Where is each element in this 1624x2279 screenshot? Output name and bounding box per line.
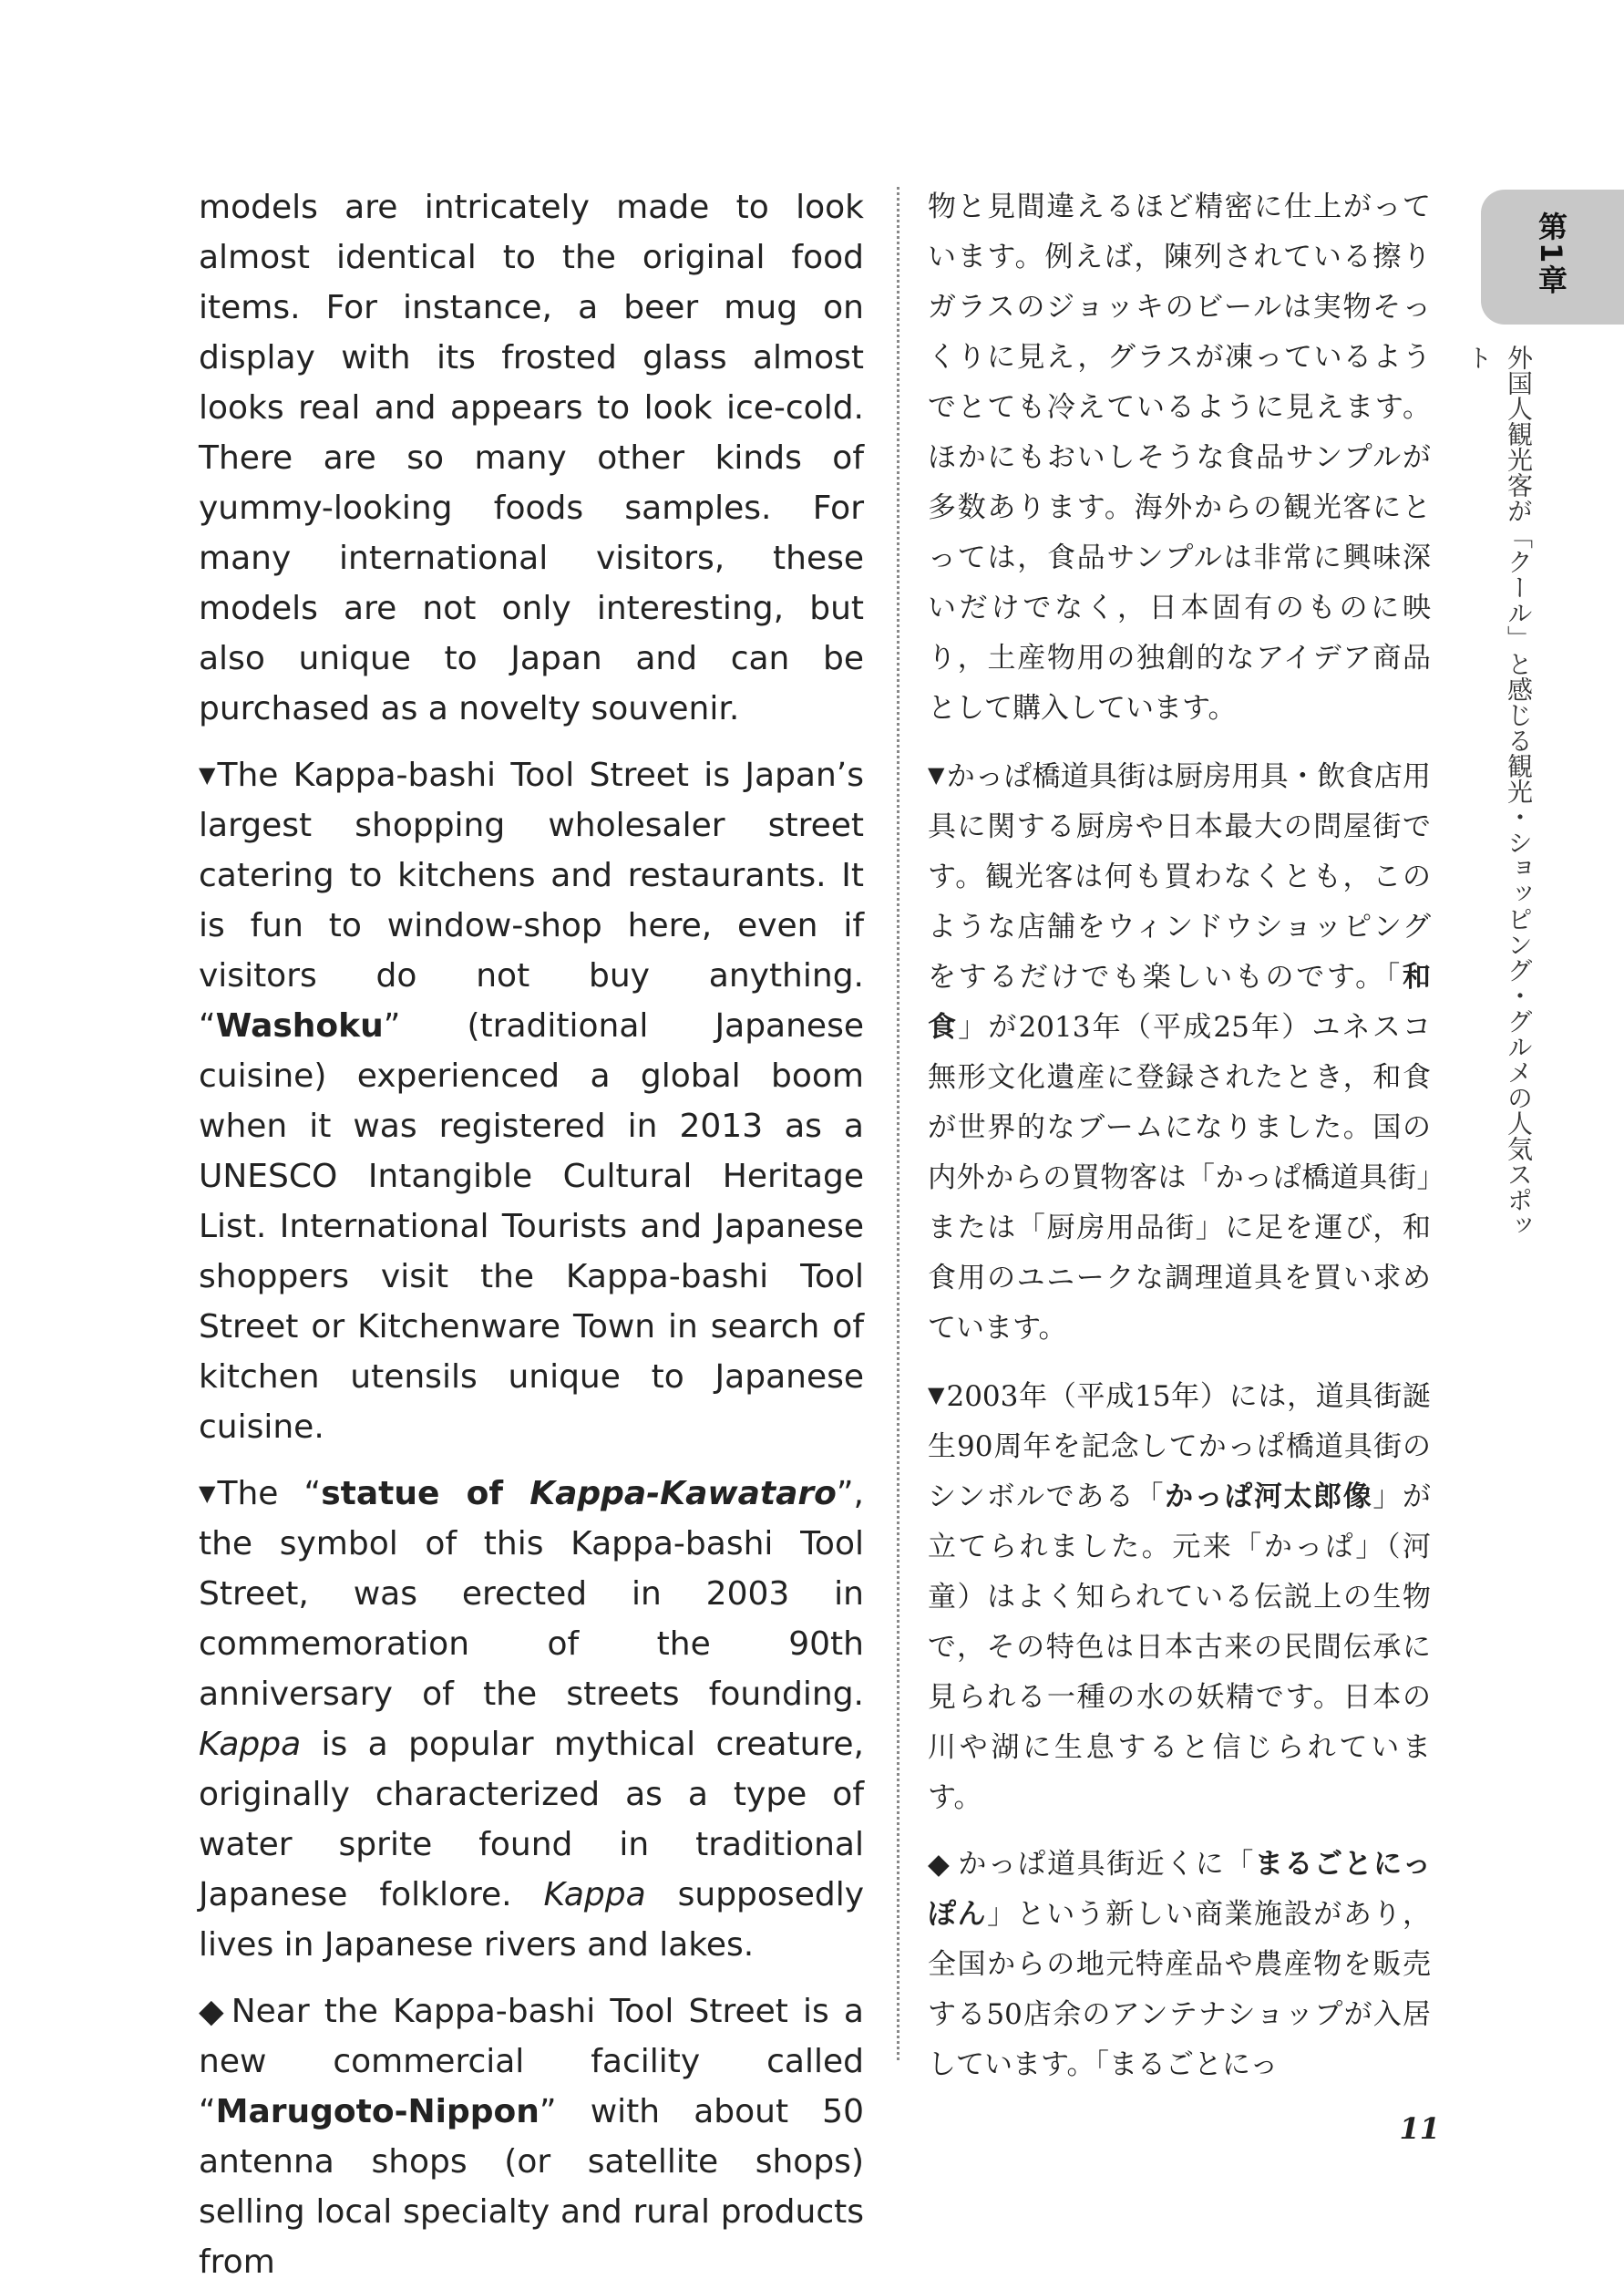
japanese-p2-text-b: 」が2013年（平成25年）ユネスコ無形文化遺産に登録されたとき，和食が世界的なブームになりました。国の内外からの買物客は「かっぱ橋道具街」または「厨房用品街」に足を運び，和食用のユニークな調理道具を買い求めています。 (928, 1011, 1432, 1345)
triangle-marker-icon: ▼ (928, 1382, 945, 1408)
diamond-marker-icon: ◆ (199, 1993, 224, 2030)
japanese-paragraph-1-text: 物と見間違えるほど精密に仕上がっています。例えば，陳列されている擦りガラスのジョッキのビールは実物そっくりに見え，グラスが凍っているようでとても冷えているように見えます。ほかにもおいしそうな食品サンプルが多数あります。海外からの観光客にとっては，食品サンプルは非常に興味深いだけでなく，日本固有のものに映り，土産物用の独創的なアイデア商品として購入しています。 (928, 191, 1431, 725)
japanese-paragraph-1 (928, 182, 1431, 734)
japanese-paragraph-3 (928, 1370, 1431, 1823)
page-number: 11 (1399, 2111, 1440, 2146)
english-p4-text-b: ” with about 50 antenna shops (or satellite shops) selling local specialty and rural products from (199, 2093, 864, 2279)
triangle-marker-icon: ▼ (199, 762, 216, 788)
chapter-tab (1481, 190, 1624, 325)
english-p3-text-a: The “ (217, 1475, 322, 1512)
english-p3-text-b: ”, the symbol of this Kappa-bashi Tool Street, was erected in 2003 in commemoration of the 90th anniversary of the streets founding. (199, 1475, 864, 1713)
english-p3-bold-statue: statue of (321, 1475, 530, 1512)
english-p2-text-b: ” (traditional Japanese cuisine) experienced a global boom when it was registered in 2013 as a UNESCO Intangible Cultural Heritage List. International Tourists and Japanese shoppers visit the Kappa-bashi Tool Street or Kitchenware Town in search of kitchen utensils unique to Japanese cuisine. (199, 1007, 864, 1446)
japanese-p3-bold-statue: かっぱ河太郎像 (1165, 1480, 1373, 1513)
english-p2-text-a: The Kappa-bashi Tool Street is Japan’s largest shopping wholesaler street catering to kitchens and restaurants. It is fun to window-shop here, even if visitors do not buy anything. “ (199, 757, 864, 1045)
english-p4-bold-marugoto: Marugoto-Nippon (215, 2093, 540, 2130)
japanese-column (928, 182, 1431, 2107)
english-column (199, 182, 864, 2279)
english-paragraph-3 (199, 1469, 864, 1970)
english-paragraph-4 (199, 1986, 864, 2279)
english-paragraph-2 (199, 750, 864, 1452)
english-p3-italic-kappa-1: Kappa (199, 1726, 302, 1763)
chapter-label: 第1章 (1534, 211, 1568, 296)
japanese-p4-text-b: 」という新しい商業施設があり，全国からの地元特産品や農産物を販売する50店余のアンテナショップが入居しています。「まるごとにっ (928, 1898, 1431, 2081)
japanese-p4-bold-marugoto: まるごとにっぽん (928, 1848, 1431, 1931)
english-paragraph-1 (199, 182, 864, 734)
english-p3-text-c: is a popular mythical creature, originally characterized as a type of water sprite found in traditional Japanese folklore. (199, 1726, 864, 1913)
japanese-p3-text-b: 」が立てられました。元来「かっぱ」（河童）はよく知られている伝説上の生物で，その特色は日本古来の民間伝承に見られる一種の水の妖精です。日本の川や湖に生息すると信じられています。 (928, 1480, 1432, 1814)
chapter-running-title: 外国人観光客が「クール」と感じる観光・ショッピング・グルメの人気スポット (1464, 345, 1534, 1238)
japanese-p2-text-a: かっぱ橋道具街は厨房用具・飲食店用具に関する厨房や日本最大の問屋街です。観光客は何も買わなくとも，このような店舗をウィンドウショッピングをするだけでも楽しいものです。「 (928, 760, 1431, 994)
triangle-marker-icon: ▼ (928, 762, 945, 788)
triangle-marker-icon: ▼ (199, 1480, 216, 1506)
english-p4-text-a: Near the Kappa-bashi Tool Street is a new commercial facility called “ (199, 1993, 864, 2130)
japanese-paragraph-4 (928, 1840, 1431, 2090)
english-p3-text-d: supposedly lives in Japanese rivers and lakes. (199, 1876, 864, 1964)
column-divider (897, 187, 899, 2060)
english-p3-bold-italic-kappa-kawataro: Kappa-Kawataro (529, 1475, 837, 1512)
english-p3-italic-kappa-2: Kappa (543, 1876, 646, 1913)
english-p2-bold-washoku: Washoku (215, 1007, 384, 1045)
diamond-marker-icon: ◆ (928, 1848, 950, 1881)
japanese-p2-bold-washoku: 和食 (928, 961, 1431, 1044)
japanese-p3-text-a: 2003年（平成15年）には，道具街誕生90周年を記念してかっぱ橋道具街のシンボルである「 (928, 1380, 1431, 1513)
japanese-paragraph-2 (928, 750, 1431, 1354)
english-paragraph-1-text: models are intricately made to look almost identical to the original food items. For instance, a beer mug on display with its frosted glass almost looks real and appears to look ice-cold. There are so many other kinds of yummy-looking foods samples. For many international visitors, these models are not only interesting, but also unique to Japan and can be purchased as a novelty souvenir. (199, 189, 864, 727)
japanese-p4-text-a: かっぱ道具街近くに「 (956, 1848, 1255, 1881)
